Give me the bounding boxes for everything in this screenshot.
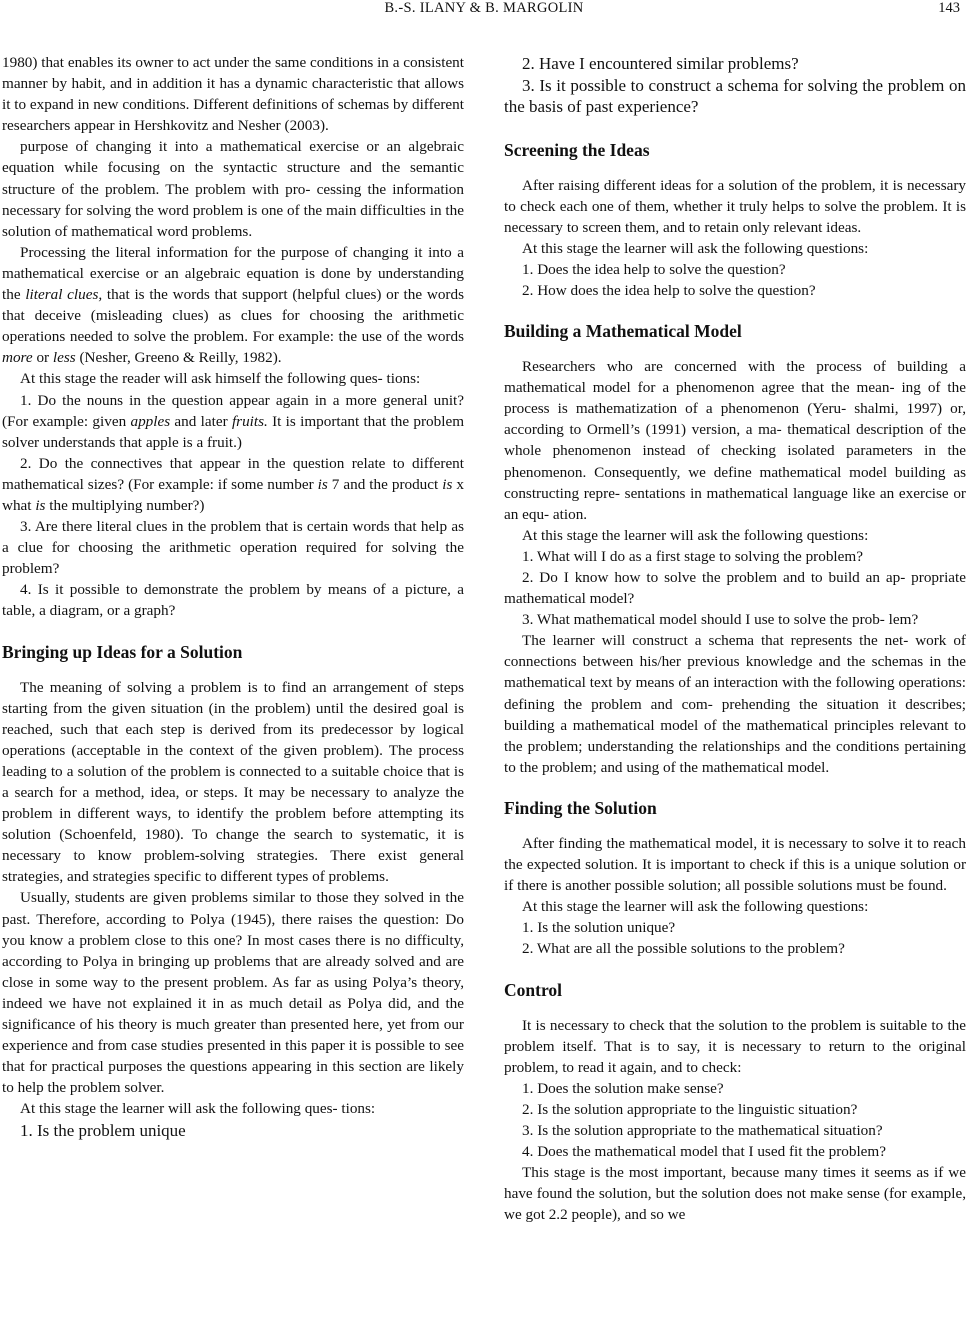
section-heading-bringing-up-ideas: Bringing up Ideas for a Solution <box>2 641 243 662</box>
section-heading-control: Control <box>504 979 563 1000</box>
question-item-1: 1. Do the nouns in the question appear again in a more general unit? (For example: given apples and later fruits. It is important that the problem solver understands that apple is a fruit.) <box>2 391 465 451</box>
section-heading-screening: Screening the Ideas <box>504 139 650 160</box>
question-item-encountered: 2. Have I encountered similar problems? <box>522 54 799 73</box>
left-column <box>2 52 464 1141</box>
paragraph-model-questions: At this stage the learner will ask the following questions: <box>522 526 869 544</box>
screening-question-1: 1. Does the idea help to solve the question? <box>522 260 786 278</box>
running-head-authors: B.-S. ILANY & B. MARGOLIN <box>384 0 584 16</box>
paragraph-screening-questions: At this stage the learner will ask the following questions: <box>522 239 869 257</box>
emphasis-apples: apples <box>130 412 171 430</box>
section-heading-building-model: Building a Mathematical Model <box>504 321 742 342</box>
screening-question-2: 2. How does the idea help to solve the question? <box>522 281 816 299</box>
question-item-2: 2. Do the connectives that appear in the question relate to different mathematical sizes? (For example: if some number is 7 and the product is x what is the multiplying number?) <box>2 454 464 514</box>
paragraph-learner-questions: At this stage the learner will ask the following ques- tions: <box>20 1100 376 1118</box>
paragraph-finding-solution: After finding the mathematical model, it is necessary to solve it to reach the expected solution. It is important to check if this is a unique solution or if there is another possible solution; all possible solutions must be found. <box>504 834 966 895</box>
model-question-3: 3. What mathematical model should I use to solve the prob- lem? <box>522 611 919 629</box>
paragraph-literal-clues: Processing the literal information for the purpose of changing it into a mathematical exercise or an algebraic equation is done by understanding the literal clues, that is the words that support (helpful clues) or the words that deceive (misleading clues) as clues for choosing the arithmetic operations needed to solve the problem. For example: the use of the words more or less (Nesher, Greeno & Reilly, 1982). <box>2 243 464 367</box>
question-item-construct-schema: 3. Is it possible to construct a schema for solving the problem on the basis of past experience? <box>504 75 966 116</box>
paragraph-model-building: Researchers who are concerned with the process of building a mathematical model for a phenomenon agree that the mean- ing of the process is mathematization of a phenomenon (Yeru- shalmi, 1997) or, according to Ormell’s (1991) version, a ma- thematical description of the whole phenomenon instead of checking isolated parameters in the phenomenon. Consequently, we define mathematical model building as constructing repre- sentations in mathematical language like an exercise or an equ- ation. <box>504 358 966 523</box>
control-question-3: 3. Is the solution appropriate to the mathematical situation? <box>522 1121 883 1139</box>
emphasis-less: less <box>52 349 76 367</box>
question-item-3: 3. Are there literal clues in the problem that is certain words that help as a clue for choosing the arithmetic operation required for solving the problem? <box>2 518 464 578</box>
paragraph-schema-network: The learner will construct a schema that represents the net- work of connections between his/her previous knowledge and the schemas in the mathematical text by means of an interaction with the following operations: defining the problem and com- prehending the situation it describes; building a mathematical model of the mathematical principles relevant to the problem; understanding the relationships and the conditions pertaining to the problem; and using of the mathematical model. <box>504 632 966 776</box>
question-item-unique: 1. Is the problem unique <box>20 1120 186 1140</box>
model-question-2: 2. Do I know how to solve the problem and to build an ap- propriate mathematical model? <box>504 569 966 608</box>
emphasis-more: more <box>2 349 33 367</box>
emphasis-literal-clues: literal clues, <box>25 286 103 304</box>
page-number: 143 <box>938 0 960 16</box>
control-question-1: 1. Does the solution make sense? <box>522 1079 724 1097</box>
control-question-2: 2. Is the solution appropriate to the linguistic situation? <box>522 1100 858 1118</box>
paragraph-finding-questions: At this stage the learner will ask the following questions: <box>522 898 869 916</box>
running-head <box>0 0 968 22</box>
control-question-4: 4. Does the mathematical model that I used fit the problem? <box>522 1143 886 1161</box>
finding-question-2: 2. What are all the possible solutions to the problem? <box>522 940 845 958</box>
finding-question-1: 1. Is the solution unique? <box>522 919 676 937</box>
paragraph-polya: Usually, students are given problems similar to those they solved in the past. Therefore, according to Polya (1945), there raises the question: Do you know a problem close to this one? In most cases there is no difficulty, according to Polya in bringing up problems that are already solved and are close in some way to the present problem. As far as using Polya’s theory, indeed we have not explained it in as much detail as Polya did, and the significance of his theory is much greater than presented here, yet from our experience and from case studies presented in this paper it is possible to see that for practical purposes the questions appearing in this section are likely to help the problem solver. <box>2 889 464 1097</box>
paragraph-most-important: This stage is the most important, because many times it seems as if we have found the solution, but the solution does not make sense (for example, we got 2.2 people), and so we <box>504 1164 966 1224</box>
paragraph-control: It is necessary to check that the solution to the problem is suitable to the problem itself. That is to say, it is necessary to return to the original problem, to read it again, and to check: <box>504 1016 966 1076</box>
paragraph-meaning-of-solving: The meaning of solving a problem is to find an arrangement of steps starting from the given situation (in the problem) until the desired goal is reached, such that each step is derived from its predecessor by logical operations (acceptable in the context of the given problem). The process leading to a solution of the problem is connected to a suitable choice that is a search for a method, idea, or steps. It may be necessary to analyze the problem in different ways, to identify the problem before attempting its solution (Schoenfeld, 1980). To change the search to systematic, it is necessary to know problem-solving strategies. There exist general strategies, and strategies specific to different types of problems. <box>2 678 464 886</box>
model-question-1: 1. What will I do as a first stage to solving the problem? <box>522 547 863 565</box>
paragraph-reader-questions: At this stage the reader will ask himself the following ques- tions: <box>20 370 421 388</box>
section-heading-finding-solution: Finding the Solution <box>504 797 657 818</box>
paragraph-purpose: purpose of changing it into a mathematical exercise or an algebraic equation while focusing on the syntactic structure and the semantic structure of the problem. The problem with pro- cessing the information necessary for solving the word problem is one of the main difficulties in the solution of mathematical word problems. <box>2 138 464 240</box>
emphasis-fruits: fruits. <box>231 412 268 430</box>
paragraph-screening: After raising different ideas for a solution of the problem, it is necessary to check each one of them, whether it truly helps to solve the problem. It is necessary to screen them, and to retain only relevant ideas. <box>504 176 966 236</box>
right-column <box>504 53 966 1225</box>
paragraph-schema-definition: 1980) that enables its owner to act under the same conditions in a consistent manner by habit, and in addition it has a dynamic characteristic that allows it to expand in new conditions. Different definitions of schemas by different researchers appear in Hershkovitz and Nesher (2003). <box>2 54 464 135</box>
question-item-4: 4. Is it possible to demonstrate the problem by means of a picture, a table, a diagram, or a graph? <box>2 581 464 620</box>
